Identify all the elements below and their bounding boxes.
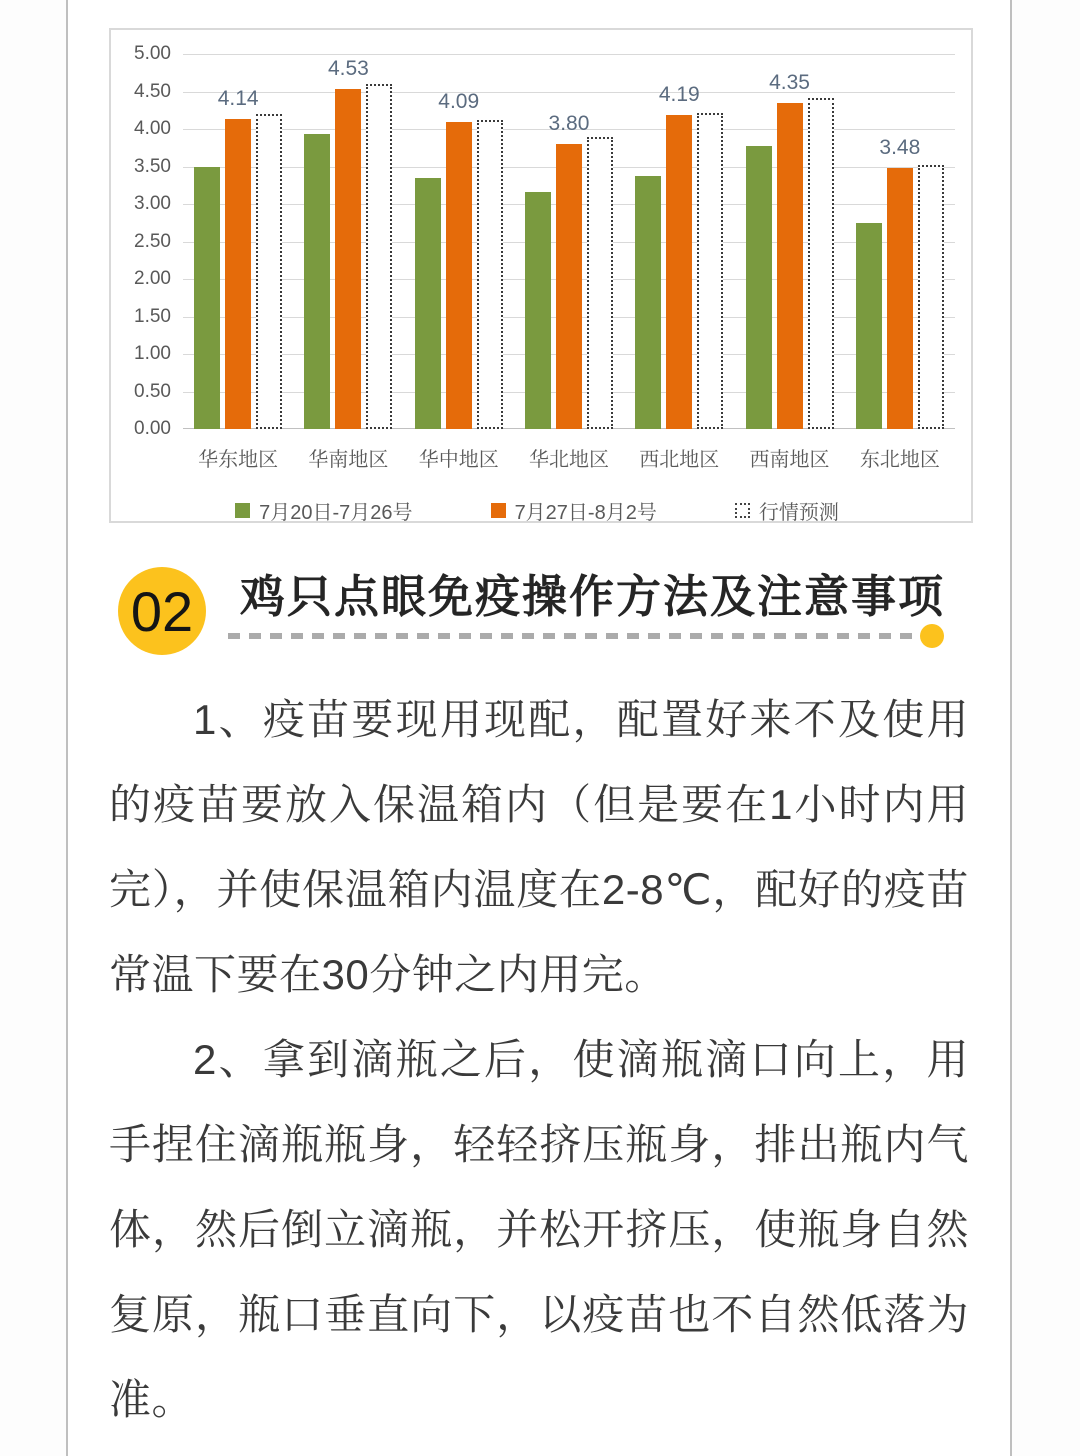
legend-swatch-icon bbox=[491, 503, 506, 518]
y-axis-tick-label: 4.50 bbox=[134, 80, 171, 102]
forecast-bar bbox=[256, 114, 282, 429]
section-number-badge: 02 bbox=[118, 567, 206, 655]
y-axis-tick-label: 3.00 bbox=[134, 193, 171, 214]
bar-series-2 bbox=[887, 168, 913, 429]
legend-swatch-icon bbox=[735, 503, 750, 518]
x-axis-category-label: 西北地区 bbox=[639, 449, 720, 471]
bar-series-1 bbox=[525, 192, 551, 429]
bar-group-3 bbox=[404, 54, 514, 429]
x-axis-category-label: 西南地区 bbox=[749, 449, 830, 471]
legend-item-1 bbox=[235, 496, 412, 525]
chart-x-axis-labels bbox=[183, 429, 955, 472]
bar-group-5 bbox=[624, 54, 734, 429]
legend-swatch-icon bbox=[235, 503, 250, 518]
x-axis-category-label: 东北地区 bbox=[859, 449, 940, 471]
body-paragraph: 1、疫苗要现用现配，配置好来不及使用的疫苗要放入保温箱内（但是要在1小时内用完），并使保温箱内温度在2-8℃，配好的疫苗常温下要在30分钟之内用完。 bbox=[109, 696, 969, 998]
y-axis-tick-label: 2.00 bbox=[134, 268, 171, 289]
y-axis-tick-label: 5.00 bbox=[134, 43, 171, 64]
chart-plot-area bbox=[119, 43, 955, 439]
forecast-bar bbox=[697, 113, 723, 429]
x-axis-category-label: 华东地区 bbox=[198, 449, 279, 471]
bar-series-2 bbox=[556, 144, 582, 429]
bar-series-1 bbox=[746, 146, 772, 429]
section-header bbox=[109, 567, 969, 655]
bar-group-7 bbox=[845, 54, 955, 429]
data-label: 4.35 bbox=[769, 70, 810, 94]
article-content-column bbox=[66, 0, 1012, 1456]
x-axis-category-label: 华北地区 bbox=[528, 449, 609, 471]
forecast-bar bbox=[587, 137, 613, 429]
section-title-wrap bbox=[240, 567, 945, 639]
y-axis-tick-label: 1.00 bbox=[134, 343, 171, 364]
y-axis-tick-label: 2.50 bbox=[134, 230, 171, 252]
legend-item-3 bbox=[735, 496, 839, 525]
legend-label: 行情预测 bbox=[758, 502, 839, 524]
yellow-dot-icon bbox=[920, 624, 944, 648]
bar-series-2 bbox=[446, 122, 472, 429]
forecast-bar bbox=[366, 84, 392, 429]
forecast-bar bbox=[918, 165, 944, 429]
y-axis-tick-label: 0.50 bbox=[134, 380, 171, 402]
bar-groups bbox=[183, 54, 955, 429]
forecast-bar bbox=[808, 98, 834, 429]
chart-legend bbox=[119, 496, 955, 525]
x-axis-category-label: 华中地区 bbox=[418, 449, 499, 471]
bar-series-1 bbox=[194, 167, 220, 430]
legend-item-2 bbox=[491, 496, 657, 525]
bar-group-4 bbox=[514, 54, 624, 429]
bar-series-1 bbox=[635, 176, 661, 430]
y-axis-tick-label: 4.00 bbox=[134, 118, 171, 139]
y-axis-tick-label: 0.00 bbox=[134, 418, 171, 439]
y-axis-tick-label: 1.50 bbox=[134, 305, 171, 327]
data-label: 3.48 bbox=[879, 136, 921, 159]
bar-series-1 bbox=[415, 178, 441, 429]
data-label: 4.19 bbox=[658, 82, 700, 106]
bar-group-1 bbox=[183, 54, 293, 429]
data-label: 4.53 bbox=[327, 57, 369, 81]
bar-series-2 bbox=[225, 119, 251, 430]
x-axis-category-label: 华南地区 bbox=[308, 449, 389, 471]
dashed-divider bbox=[228, 633, 918, 639]
legend-label: 7月27日-8月2号 bbox=[514, 502, 657, 524]
chart-plot bbox=[183, 54, 955, 429]
data-label: 4.09 bbox=[438, 90, 480, 114]
bar-series-2 bbox=[335, 89, 361, 429]
bar-group-6 bbox=[734, 54, 844, 429]
y-axis-tick-label: 3.50 bbox=[134, 155, 171, 177]
chart-y-axis bbox=[119, 43, 183, 439]
forecast-bar bbox=[477, 120, 503, 429]
article-body bbox=[109, 677, 969, 1442]
data-label: 3.80 bbox=[548, 112, 590, 135]
bar-series-2 bbox=[666, 115, 692, 429]
bar-group-2 bbox=[293, 54, 403, 429]
weekly-price-bar-chart bbox=[109, 28, 973, 523]
bar-series-2 bbox=[777, 103, 803, 429]
bar-series-1 bbox=[304, 134, 330, 429]
legend-label: 7月20日-7月26号 bbox=[259, 502, 413, 524]
data-label: 4.14 bbox=[217, 86, 259, 110]
body-paragraph: 2、拿到滴瓶之后，使滴瓶滴口向上，用手捏住滴瓶瓶身，轻轻挤压瓶身，排出瓶内气体，然后倒立滴瓶，并松开挤压，使瓶身自然复原，瓶口垂直向下，以疫苗也不自然低落为准。 bbox=[109, 1036, 969, 1423]
bar-series-1 bbox=[856, 223, 882, 429]
section-title: 鸡只点眼免疫操作方法及注意事项 bbox=[240, 571, 946, 622]
